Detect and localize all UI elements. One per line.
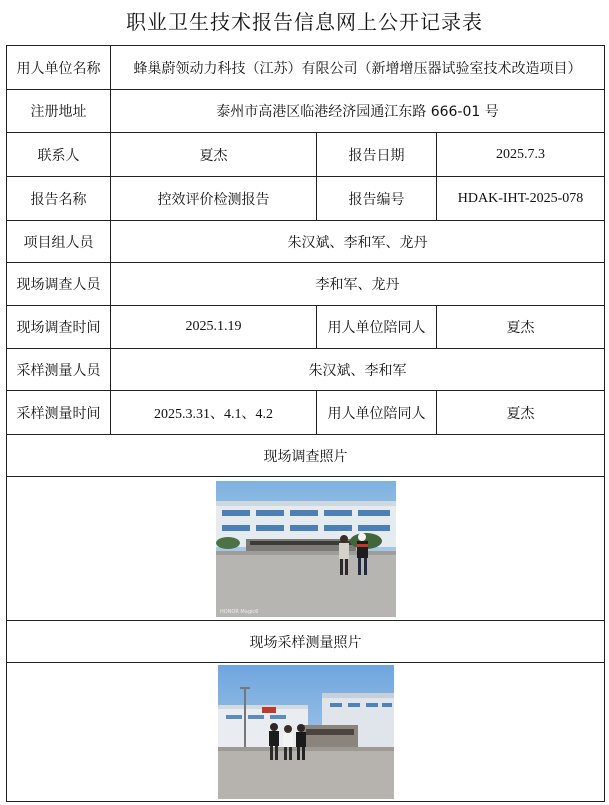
contact-label: 联系人 bbox=[7, 133, 111, 177]
row-survey-time bbox=[7, 306, 605, 349]
sampling-escort-value: 夏杰 bbox=[437, 391, 605, 435]
report-date-value: 2025.7.3 bbox=[437, 133, 605, 177]
row-sampling-staff bbox=[7, 349, 605, 391]
record-table bbox=[6, 45, 605, 802]
sampling-photo bbox=[218, 665, 394, 799]
address-value: 泰州市高港区临港经济园通江东路 666-01 号 bbox=[111, 90, 605, 133]
survey-escort-value: 夏杰 bbox=[437, 306, 605, 349]
survey-staff-label: 现场调查人员 bbox=[7, 263, 111, 306]
row-team bbox=[7, 221, 605, 263]
row-survey-photo-label bbox=[7, 435, 605, 477]
address-label: 注册地址 bbox=[7, 90, 111, 133]
row-contact bbox=[7, 133, 605, 177]
row-sampling-photo bbox=[7, 663, 605, 802]
row-sampling-time bbox=[7, 391, 605, 435]
contact-value: 夏杰 bbox=[111, 133, 317, 177]
survey-time-label: 现场调查时间 bbox=[7, 306, 111, 349]
sampling-time-value: 2025.3.31、4.1、4.2 bbox=[111, 391, 317, 435]
row-sampling-photo-label bbox=[7, 621, 605, 663]
survey-staff-value: 李和军、龙丹 bbox=[111, 263, 605, 306]
team-value: 朱汉斌、李和军、龙丹 bbox=[111, 221, 605, 263]
survey-photo bbox=[216, 481, 396, 617]
sampling-staff-value: 朱汉斌、李和军 bbox=[111, 349, 605, 391]
row-employer bbox=[7, 46, 605, 90]
row-survey-photo bbox=[7, 477, 605, 621]
team-label: 项目组人员 bbox=[7, 221, 111, 263]
survey-time-value: 2025.1.19 bbox=[111, 306, 317, 349]
sampling-photo-label: 现场采样测量照片 bbox=[7, 621, 605, 663]
sampling-time-label: 采样测量时间 bbox=[7, 391, 111, 435]
page-title: 职业卫生技术报告信息网上公开记录表 bbox=[126, 10, 483, 34]
survey-photo-label: 现场调查照片 bbox=[7, 435, 605, 477]
sampling-staff-label: 采样测量人员 bbox=[7, 349, 111, 391]
row-report bbox=[7, 177, 605, 221]
employer-value: 蜂巢蔚领动力科技（江苏）有限公司（新增增压器试验室技术改造项目） bbox=[111, 46, 605, 90]
sampling-escort-label: 用人单位陪同人 bbox=[317, 391, 437, 435]
row-survey-staff bbox=[7, 263, 605, 306]
employer-label: 用人单位名称 bbox=[7, 46, 111, 90]
report-no-label: 报告编号 bbox=[317, 177, 437, 221]
survey-escort-label: 用人单位陪同人 bbox=[317, 306, 437, 349]
row-address bbox=[7, 90, 605, 133]
report-date-label: 报告日期 bbox=[317, 133, 437, 177]
report-name-value: 控效评价检测报告 bbox=[111, 177, 317, 221]
report-no-value: HDAK-IHT-2025-078 bbox=[437, 177, 605, 221]
report-name-label: 报告名称 bbox=[7, 177, 111, 221]
survey-photo-watermark: HONOR Magic6 bbox=[219, 608, 258, 615]
